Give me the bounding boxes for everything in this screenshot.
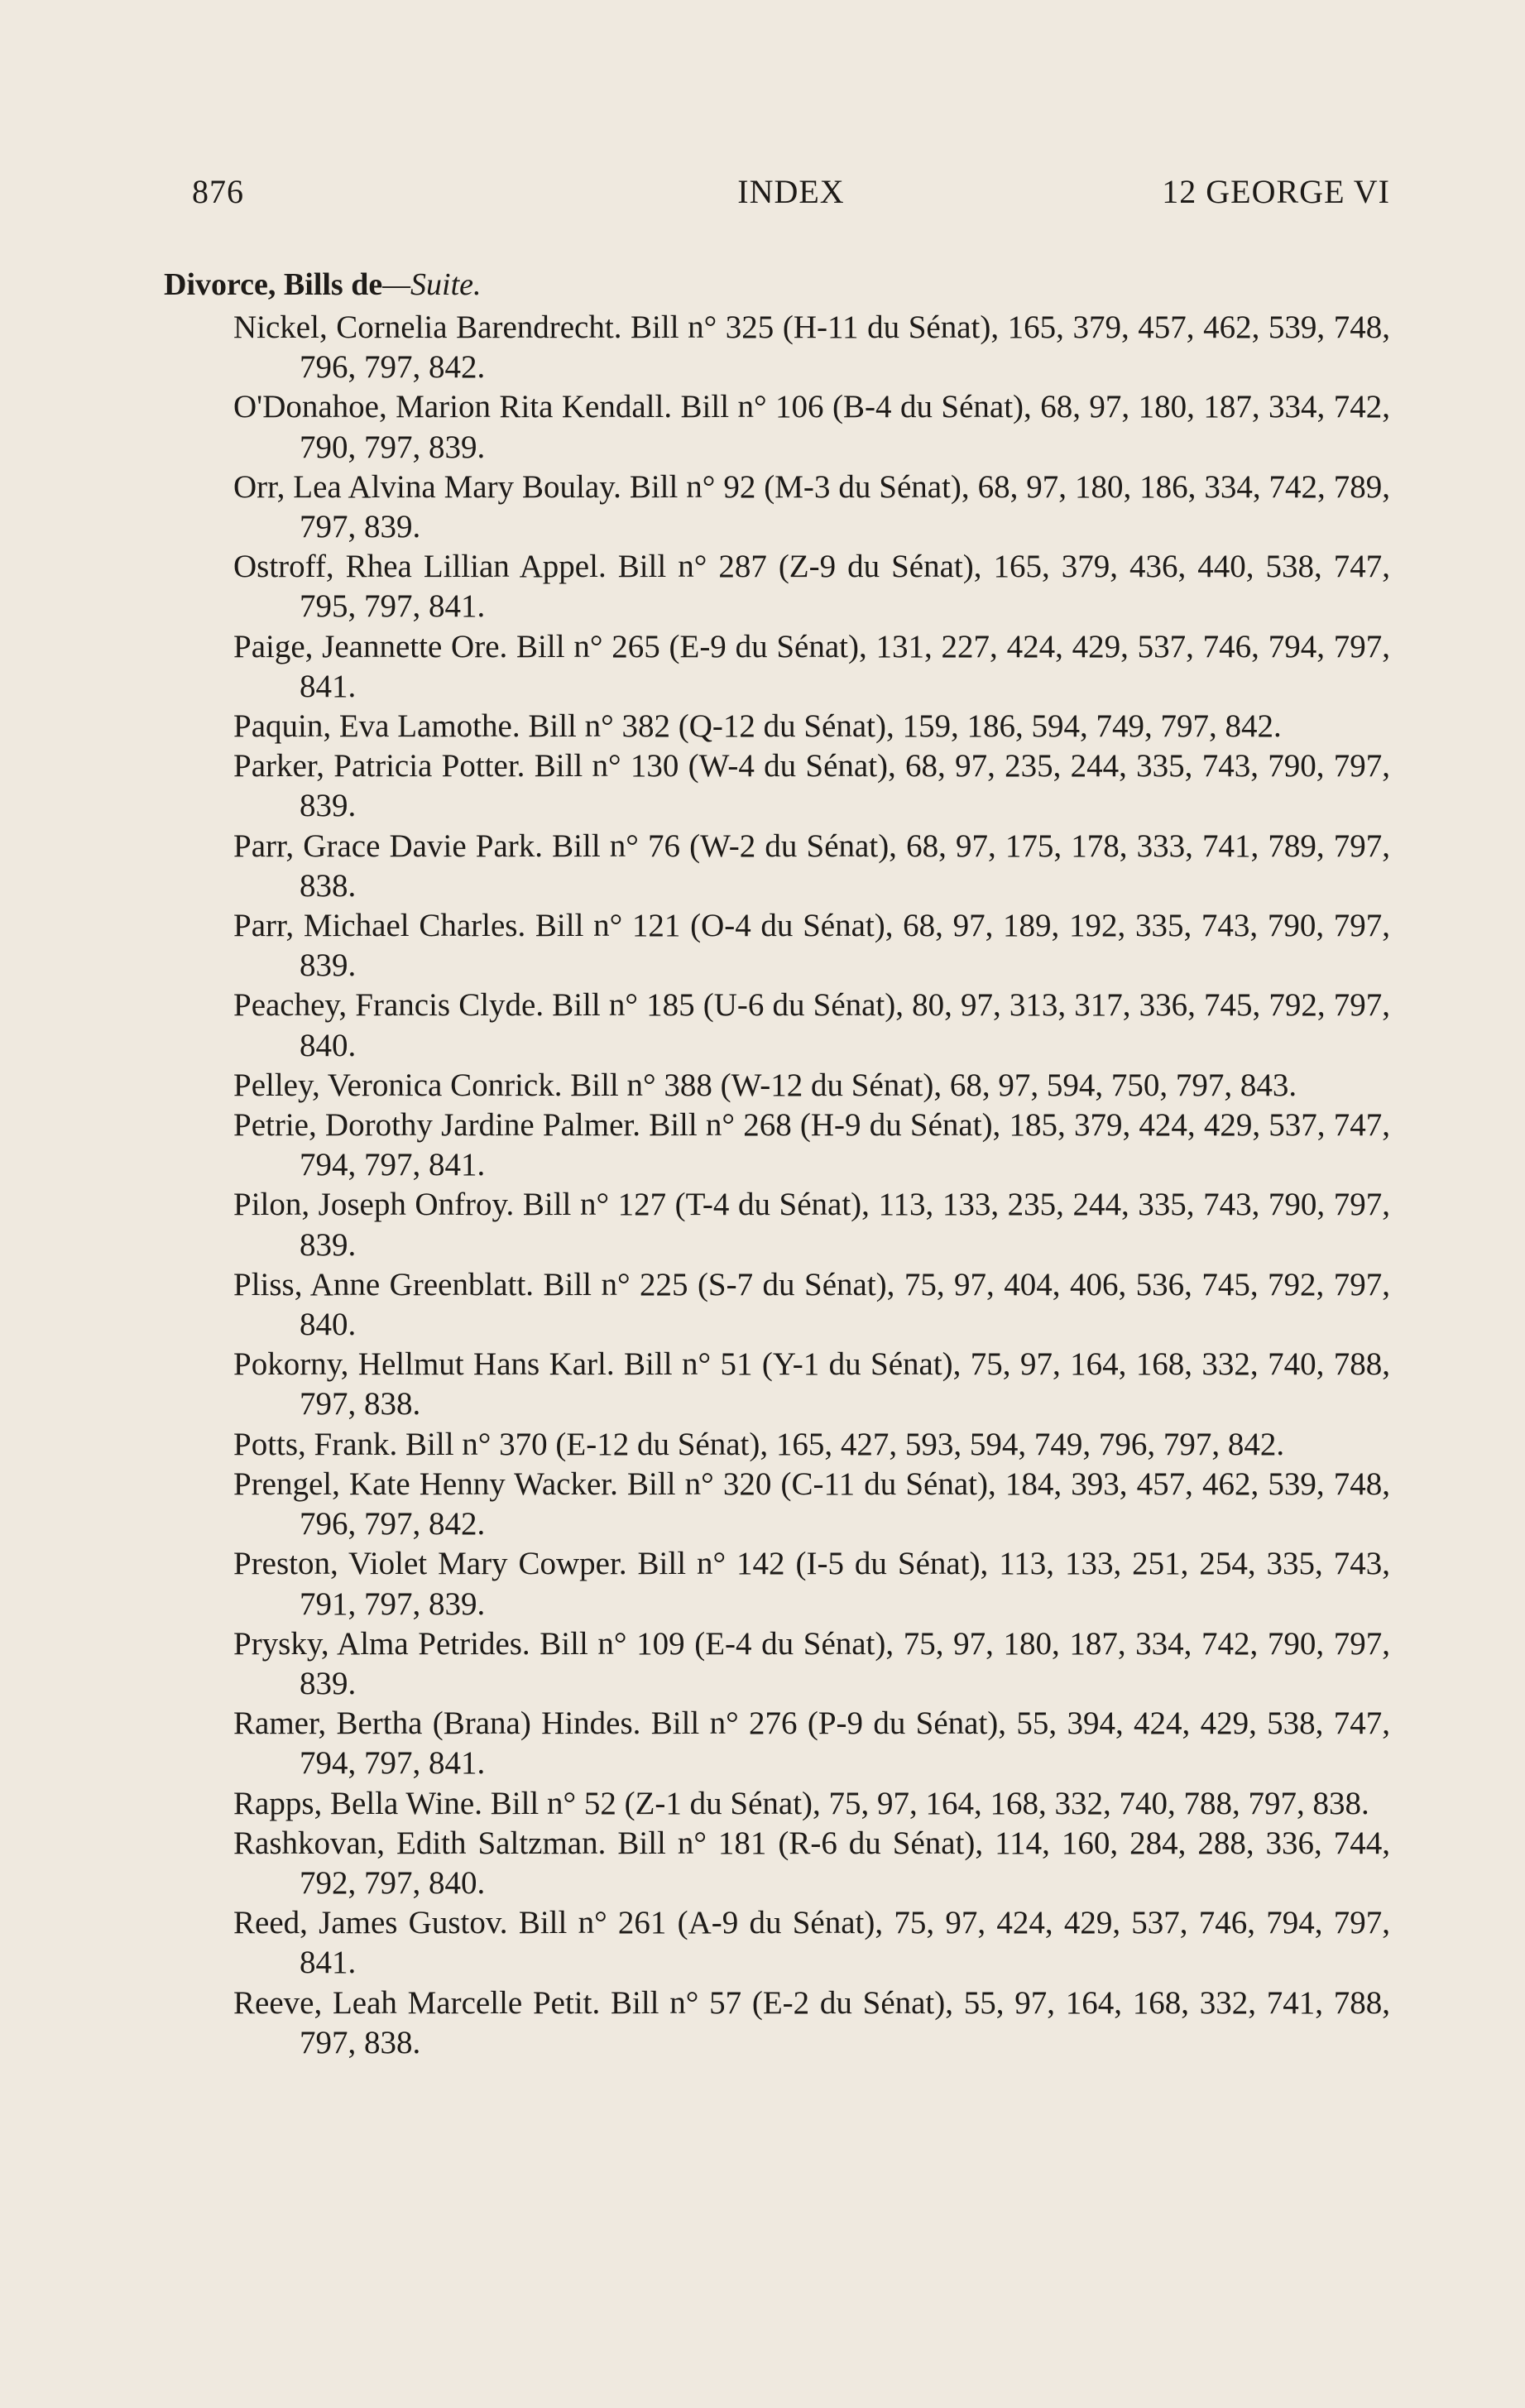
entry-name: Orr, Lea Alvina Mary Boulay. (233, 468, 621, 505)
index-entry (233, 1544, 1390, 1624)
page-title: INDEX (737, 173, 845, 210)
section-heading-title: Divorce, Bills de (164, 267, 383, 302)
entry-bill-references: Bill n° 287 (Z-9 du Sénat), 165, 379, 436, 440, 538, 747, 795, 797, 841. (300, 549, 1390, 625)
entry-name: Nickel, Cornelia Barendrecht. (233, 309, 622, 345)
index-entry (233, 547, 1390, 626)
entry-name: Rashkovan, Edith Saltzman. (233, 1825, 607, 1861)
entry-name: Reed, James Gustov. (233, 1905, 508, 1941)
entry-bill-references: Bill n° 52 (Z-1 du Sénat), 75, 97, 164, 168, 332, 740, 788, 797, 838. (490, 1785, 1369, 1821)
entry-name: Parker, Patricia Potter. (233, 748, 525, 784)
entry-name: Parr, Grace Davie Park. (233, 827, 543, 864)
entry-bill-references: Bill n° 127 (T-4 du Sénat), 113, 133, 235, 244, 335, 743, 790, 797, 839. (300, 1187, 1391, 1263)
section-heading (164, 263, 482, 306)
entry-bill-references: Bill n° 268 (H-9 du Sénat), 185, 379, 424, 429, 537, 747, 794, 797, 841. (300, 1107, 1390, 1183)
entry-name: Parr, Michael Charles. (233, 908, 526, 944)
section-heading-continued: —Suite. (382, 267, 482, 302)
entry-name: Petrie, Dorothy Jardine Palmer. (233, 1107, 640, 1144)
index-entry (233, 468, 1390, 547)
index-entry (233, 1066, 1390, 1106)
entry-bill-references: Bill n° 388 (W-12 du Sénat), 68, 97, 594, 750, 797, 843. (570, 1067, 1297, 1103)
entry-bill-references: Bill n° 106 (B-4 du Sénat), 68, 97, 180, 187, 334, 742, 790, 797, 839. (300, 389, 1390, 465)
regnal-year: 12 GEORGE VI (1162, 173, 1390, 210)
entry-name: Prysky, Alma Petrides. (233, 1625, 530, 1662)
entry-name: Pilon, Joseph Onfroy. (233, 1187, 515, 1223)
entry-name: Reeve, Leah Marcelle Petit. (233, 1984, 601, 2021)
index-entry (233, 827, 1390, 906)
entry-name: Rapps, Bella Wine. (233, 1785, 482, 1821)
index-entry (233, 1784, 1390, 1824)
entry-bill-references: Bill n° 225 (S-7 du Sénat), 75, 97, 404, 406, 536, 745, 792, 797, 840. (300, 1266, 1390, 1343)
index-entry (233, 1425, 1390, 1465)
index-entry (233, 707, 1390, 746)
running-head (192, 169, 1390, 215)
entry-bill-references: Bill n° 51 (Y-1 du Sénat), 75, 97, 164, 168, 332, 740, 788, 797, 838. (300, 1346, 1390, 1422)
entry-name: Ramer, Bertha (Brana) Hindes. (233, 1705, 641, 1742)
entry-name: Peachey, Francis Clyde. (233, 987, 544, 1024)
entry-bill-references: Bill n° 181 (R-6 du Sénat), 114, 160, 284, 288, 336, 744, 792, 797, 840. (300, 1825, 1391, 1901)
entry-name: Prengel, Kate Henny Wacker. (233, 1465, 618, 1502)
index-entry (233, 906, 1390, 986)
entry-name: Pelley, Veronica Conrick. (233, 1067, 563, 1103)
entry-name: Preston, Violet Mary Cowper. (233, 1546, 627, 1582)
index-entry (233, 1983, 1390, 2063)
entry-bill-references: Bill n° 76 (W-2 du Sénat), 68, 97, 175, 178, 333, 741, 789, 797, 838. (300, 827, 1390, 904)
index-entry (233, 1265, 1390, 1345)
index-entries-list (233, 308, 1390, 2063)
entry-bill-references: Bill n° 370 (E-12 du Sénat), 165, 427, 593, 594, 749, 796, 797, 842. (405, 1426, 1285, 1462)
entry-bill-references: Bill n° 261 (A-9 du Sénat), 75, 97, 424, 429, 537, 746, 794, 797, 841. (300, 1905, 1391, 1981)
index-entry (233, 746, 1390, 826)
entry-bill-references: Bill n° 265 (E-9 du Sénat), 131, 227, 424, 429, 537, 746, 794, 797, 841. (300, 628, 1390, 704)
entry-bill-references: Bill n° 320 (C-11 du Sénat), 184, 393, 457, 462, 539, 748, 796, 797, 842. (300, 1465, 1390, 1542)
entry-name: Paquin, Eva Lamothe. (233, 708, 520, 745)
index-entry (233, 1345, 1390, 1424)
entry-name: Pliss, Anne Greenblatt. (233, 1266, 535, 1302)
index-entry (233, 1624, 1390, 1704)
entry-bill-references: Bill n° 382 (Q-12 du Sénat), 159, 186, 594, 749, 797, 842. (528, 708, 1282, 745)
index-entry (233, 1185, 1390, 1264)
index-entry (233, 1106, 1390, 1185)
index-entry (233, 1704, 1390, 1783)
index-entry (233, 1824, 1390, 1903)
entry-bill-references: Bill n° 142 (I-5 du Sénat), 113, 133, 251, 254, 335, 743, 791, 797, 839. (300, 1546, 1391, 1622)
index-entry (233, 986, 1390, 1065)
entry-bill-references: Bill n° 276 (P-9 du Sénat), 55, 394, 424, 429, 538, 747, 794, 797, 841. (300, 1705, 1390, 1782)
entry-name: O'Donahoe, Marion Rita Kendall. (233, 389, 673, 425)
index-entry (233, 1903, 1390, 1983)
index-entry (233, 627, 1390, 707)
entry-name: Paige, Jeannette Ore. (233, 628, 508, 664)
entry-bill-references: Bill n° 130 (W-4 du Sénat), 68, 97, 235, 244, 335, 743, 790, 797, 839. (300, 748, 1391, 824)
index-entry (233, 308, 1390, 387)
entry-bill-references: Bill n° 325 (H-11 du Sénat), 165, 379, 457, 462, 539, 748, 796, 797, 842. (300, 309, 1390, 386)
entry-name: Ostroff, Rhea Lillian Appel. (233, 549, 607, 585)
entry-name: Potts, Frank. (233, 1426, 398, 1462)
entry-bill-references: Bill n° 185 (U-6 du Sénat), 80, 97, 313, 317, 336, 745, 792, 797, 840. (300, 987, 1390, 1063)
entry-bill-references: Bill n° 92 (M-3 du Sénat), 68, 97, 180, 186, 334, 742, 789, 797, 839. (300, 468, 1391, 545)
index-entry (233, 1465, 1390, 1544)
entry-bill-references: Bill n° 57 (E-2 du Sénat), 55, 97, 164, 168, 332, 741, 788, 797, 838. (300, 1984, 1391, 2060)
page-number: 876 (192, 173, 244, 210)
entry-bill-references: Bill n° 121 (O-4 du Sénat), 68, 97, 189, 192, 335, 743, 790, 797, 839. (300, 908, 1391, 984)
index-entry (233, 387, 1390, 467)
entry-name: Pokorny, Hellmut Hans Karl. (233, 1346, 615, 1383)
entry-bill-references: Bill n° 109 (E-4 du Sénat), 75, 97, 180, 187, 334, 742, 790, 797, 839. (300, 1625, 1391, 1701)
